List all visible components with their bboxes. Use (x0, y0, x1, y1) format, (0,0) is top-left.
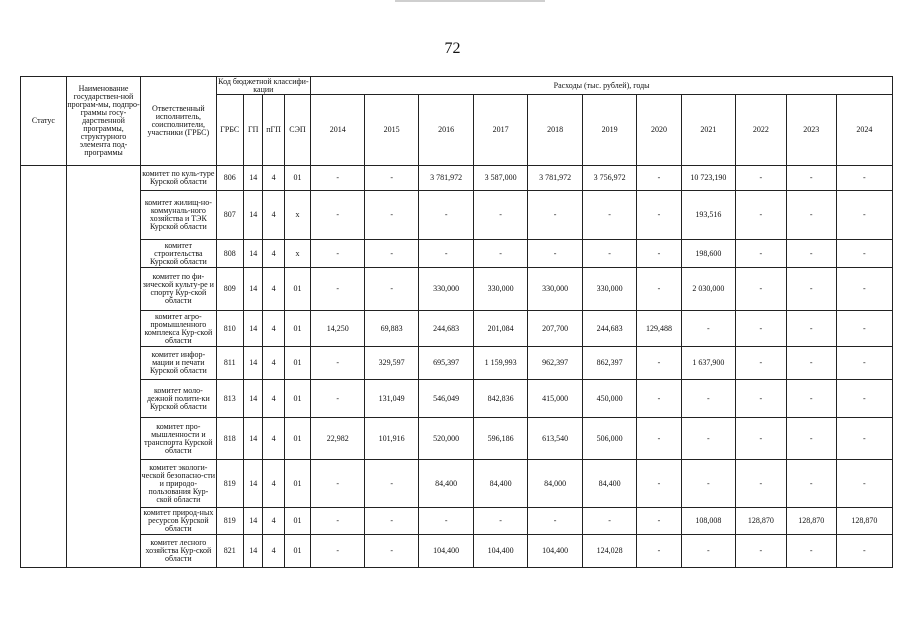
code-cell: x (284, 191, 310, 240)
value-cell: - (836, 418, 892, 460)
value-cell: - (735, 240, 786, 268)
code-cell: 819 (216, 508, 244, 535)
header-year-9: 2023 (786, 95, 836, 166)
code-cell: 4 (263, 347, 284, 380)
code-cell: 14 (244, 240, 263, 268)
code-cell: 4 (263, 418, 284, 460)
value-cell: - (311, 191, 365, 240)
value-cell: 128,870 (786, 508, 836, 535)
code-cell: 14 (244, 535, 263, 568)
value-cell: 84,400 (583, 460, 637, 508)
value-cell: 3 587,000 (474, 166, 528, 191)
value-cell: 128,870 (836, 508, 892, 535)
header-year-7: 2021 (681, 95, 735, 166)
value-cell: - (836, 380, 892, 418)
code-cell: 01 (284, 380, 310, 418)
value-cell: 613,540 (528, 418, 583, 460)
table-row (21, 418, 893, 460)
value-cell: - (365, 166, 419, 191)
value-cell: - (365, 460, 419, 508)
table-row (21, 311, 893, 347)
value-cell: 962,397 (528, 347, 583, 380)
value-cell: 330,000 (528, 268, 583, 311)
value-cell: - (786, 535, 836, 568)
value-cell: 198,600 (681, 240, 735, 268)
header-year-5: 2019 (583, 95, 637, 166)
value-cell: - (528, 191, 583, 240)
value-cell: - (735, 535, 786, 568)
value-cell: - (474, 508, 528, 535)
value-cell: 128,870 (735, 508, 786, 535)
code-cell: x (284, 240, 310, 268)
value-cell: - (786, 347, 836, 380)
value-cell: - (311, 535, 365, 568)
value-cell: 124,028 (583, 535, 637, 568)
program-name-cell (66, 166, 140, 568)
org-name-cell: комитет по фи-зической культу-ре и спорту Кур-ской области (141, 268, 216, 311)
table-row (21, 508, 893, 535)
scan-edge (395, 0, 545, 2)
budget-table (20, 76, 893, 568)
code-cell: 4 (263, 166, 284, 191)
value-cell: 193,516 (681, 191, 735, 240)
code-cell: 4 (263, 508, 284, 535)
code-cell: 4 (263, 268, 284, 311)
code-cell: 01 (284, 508, 310, 535)
value-cell: 207,700 (528, 311, 583, 347)
table-row (21, 535, 893, 568)
value-cell: 84,400 (474, 460, 528, 508)
value-cell: 3 781,972 (528, 166, 583, 191)
value-cell: 1 637,900 (681, 347, 735, 380)
value-cell: - (474, 191, 528, 240)
table-row (21, 347, 893, 380)
header-code-3: СЭП (284, 95, 310, 166)
value-cell: 129,488 (637, 311, 682, 347)
value-cell: - (311, 268, 365, 311)
value-cell: 415,000 (528, 380, 583, 418)
value-cell: - (836, 311, 892, 347)
value-cell: - (637, 535, 682, 568)
value-cell: - (836, 166, 892, 191)
value-cell: - (735, 166, 786, 191)
value-cell: - (474, 240, 528, 268)
table-row (21, 240, 893, 268)
value-cell: - (836, 535, 892, 568)
code-cell: 4 (263, 535, 284, 568)
code-cell: 01 (284, 418, 310, 460)
value-cell: - (311, 460, 365, 508)
org-name-cell: комитет природ-ных ресурсов Курской области (141, 508, 216, 535)
code-cell: 01 (284, 460, 310, 508)
table-row (21, 380, 893, 418)
value-cell: - (735, 311, 786, 347)
value-cell: 14,250 (311, 311, 365, 347)
value-cell: - (528, 508, 583, 535)
header-year-0: 2014 (311, 95, 365, 166)
header-status: Статус (21, 77, 67, 166)
value-cell: 84,400 (419, 460, 474, 508)
value-cell: - (583, 240, 637, 268)
header-code-0: ГРБС (216, 95, 244, 166)
value-cell: - (365, 240, 419, 268)
code-cell: 01 (284, 535, 310, 568)
code-cell: 807 (216, 191, 244, 240)
code-cell: 14 (244, 268, 263, 311)
code-cell: 4 (263, 460, 284, 508)
code-cell: 818 (216, 418, 244, 460)
code-cell: 810 (216, 311, 244, 347)
code-cell: 811 (216, 347, 244, 380)
value-cell: - (681, 535, 735, 568)
value-cell: - (786, 380, 836, 418)
status-cell (21, 166, 67, 568)
code-cell: 14 (244, 347, 263, 380)
value-cell: - (583, 508, 637, 535)
value-cell: - (836, 347, 892, 380)
value-cell: 506,000 (583, 418, 637, 460)
code-cell: 806 (216, 166, 244, 191)
value-cell: 695,397 (419, 347, 474, 380)
value-cell: - (681, 460, 735, 508)
value-cell: - (311, 166, 365, 191)
value-cell: - (365, 535, 419, 568)
org-name-cell: комитет по куль-туре Курской области (141, 166, 216, 191)
header-year-6: 2020 (637, 95, 682, 166)
header-responsible: Ответственный исполнитель, соисполнители, участники (ГРБС) (141, 77, 216, 166)
value-cell: - (637, 166, 682, 191)
code-cell: 819 (216, 460, 244, 508)
value-cell: - (786, 240, 836, 268)
value-cell: - (311, 380, 365, 418)
value-cell: - (681, 380, 735, 418)
code-cell: 01 (284, 347, 310, 380)
org-name-cell: комитет лесного хозяйства Кур-ской области (141, 535, 216, 568)
value-cell: - (786, 191, 836, 240)
header-year-4: 2018 (528, 95, 583, 166)
value-cell: 244,683 (419, 311, 474, 347)
org-name-cell: комитет инфор-мации и печати Курской области (141, 347, 216, 380)
code-cell: 4 (263, 380, 284, 418)
value-cell: - (681, 311, 735, 347)
value-cell: 2 030,000 (681, 268, 735, 311)
value-cell: 244,683 (583, 311, 637, 347)
value-cell: 596,186 (474, 418, 528, 460)
value-cell: 131,049 (365, 380, 419, 418)
value-cell: - (419, 508, 474, 535)
value-cell: - (637, 191, 682, 240)
value-cell: 101,916 (365, 418, 419, 460)
code-cell: 14 (244, 508, 263, 535)
value-cell: 22,982 (311, 418, 365, 460)
org-name-cell: комитет агро-промышленного комплекса Кур-ской области (141, 311, 216, 347)
code-cell: 4 (263, 191, 284, 240)
value-cell: - (311, 240, 365, 268)
value-cell: 329,597 (365, 347, 419, 380)
value-cell: - (637, 240, 682, 268)
org-name-cell: комитет экологи-ческой безопасно-сти и природо-пользования Кур-ской области (141, 460, 216, 508)
value-cell: - (735, 347, 786, 380)
page-number: 72 (444, 40, 461, 57)
code-cell: 01 (284, 311, 310, 347)
code-cell: 14 (244, 311, 263, 347)
value-cell: - (681, 418, 735, 460)
value-cell: - (637, 347, 682, 380)
value-cell: - (735, 268, 786, 311)
value-cell: - (637, 508, 682, 535)
code-cell: 14 (244, 166, 263, 191)
value-cell: - (786, 268, 836, 311)
value-cell: 842,836 (474, 380, 528, 418)
value-cell: 10 723,190 (681, 166, 735, 191)
value-cell: 108,008 (681, 508, 735, 535)
table-row (21, 460, 893, 508)
value-cell: 3 756,972 (583, 166, 637, 191)
value-cell: 104,400 (419, 535, 474, 568)
value-cell: - (836, 240, 892, 268)
value-cell: - (836, 460, 892, 508)
value-cell: - (583, 191, 637, 240)
value-cell: - (311, 508, 365, 535)
table-row (21, 268, 893, 311)
header-year-1: 2015 (365, 95, 419, 166)
value-cell: - (637, 380, 682, 418)
value-cell: - (637, 418, 682, 460)
value-cell: - (311, 347, 365, 380)
code-cell: 01 (284, 166, 310, 191)
code-cell: 809 (216, 268, 244, 311)
value-cell: - (786, 166, 836, 191)
table-row (21, 191, 893, 240)
value-cell: - (637, 460, 682, 508)
org-name-cell: комитет про-мышленности и транспорта Курской области (141, 418, 216, 460)
value-cell: - (836, 268, 892, 311)
header-budget-code: Код бюджетной классифи-кации (216, 77, 311, 95)
code-cell: 01 (284, 268, 310, 311)
header-year-2: 2016 (419, 95, 474, 166)
value-cell: - (365, 191, 419, 240)
value-cell: 104,400 (528, 535, 583, 568)
value-cell: - (735, 460, 786, 508)
value-cell: - (836, 191, 892, 240)
header-expenses: Расходы (тыс. рублей), годы (311, 77, 893, 95)
code-cell: 4 (263, 311, 284, 347)
value-cell: 862,397 (583, 347, 637, 380)
value-cell: - (365, 268, 419, 311)
value-cell: 69,883 (365, 311, 419, 347)
code-cell: 14 (244, 460, 263, 508)
code-cell: 813 (216, 380, 244, 418)
value-cell: 330,000 (583, 268, 637, 311)
header-program-name: Наименование государствен-ной програм-мы, подпро-граммы госу-дарственной программы, структурного элемента под-программы (66, 77, 140, 166)
value-cell: 1 159,993 (474, 347, 528, 380)
header-code-2: пГП (263, 95, 284, 166)
value-cell: 546,049 (419, 380, 474, 418)
value-cell: - (735, 380, 786, 418)
value-cell: - (735, 418, 786, 460)
value-cell: 330,000 (419, 268, 474, 311)
value-cell: - (365, 508, 419, 535)
value-cell: - (735, 191, 786, 240)
value-cell: - (528, 240, 583, 268)
value-cell: - (786, 311, 836, 347)
code-cell: 4 (263, 240, 284, 268)
header-year-3: 2017 (474, 95, 528, 166)
org-name-cell: комитет моло-дежной полити-ки Курской области (141, 380, 216, 418)
value-cell: - (786, 418, 836, 460)
table-row (21, 166, 893, 191)
value-cell: 520,000 (419, 418, 474, 460)
code-cell: 808 (216, 240, 244, 268)
value-cell: - (419, 240, 474, 268)
value-cell: 3 781,972 (419, 166, 474, 191)
value-cell: - (419, 191, 474, 240)
header-code-1: ГП (244, 95, 263, 166)
value-cell: 450,000 (583, 380, 637, 418)
value-cell: - (786, 460, 836, 508)
header-year-8: 2022 (735, 95, 786, 166)
value-cell: 330,000 (474, 268, 528, 311)
code-cell: 14 (244, 191, 263, 240)
org-name-cell: комитет строительства Курской области (141, 240, 216, 268)
value-cell: 104,400 (474, 535, 528, 568)
code-cell: 14 (244, 418, 263, 460)
value-cell: 84,000 (528, 460, 583, 508)
value-cell: 201,084 (474, 311, 528, 347)
code-cell: 14 (244, 380, 263, 418)
code-cell: 821 (216, 535, 244, 568)
header-year-10: 2024 (836, 95, 892, 166)
value-cell: - (637, 268, 682, 311)
org-name-cell: комитет жилищ-но-коммуналь-ного хозяйства и ТЭК Курской области (141, 191, 216, 240)
